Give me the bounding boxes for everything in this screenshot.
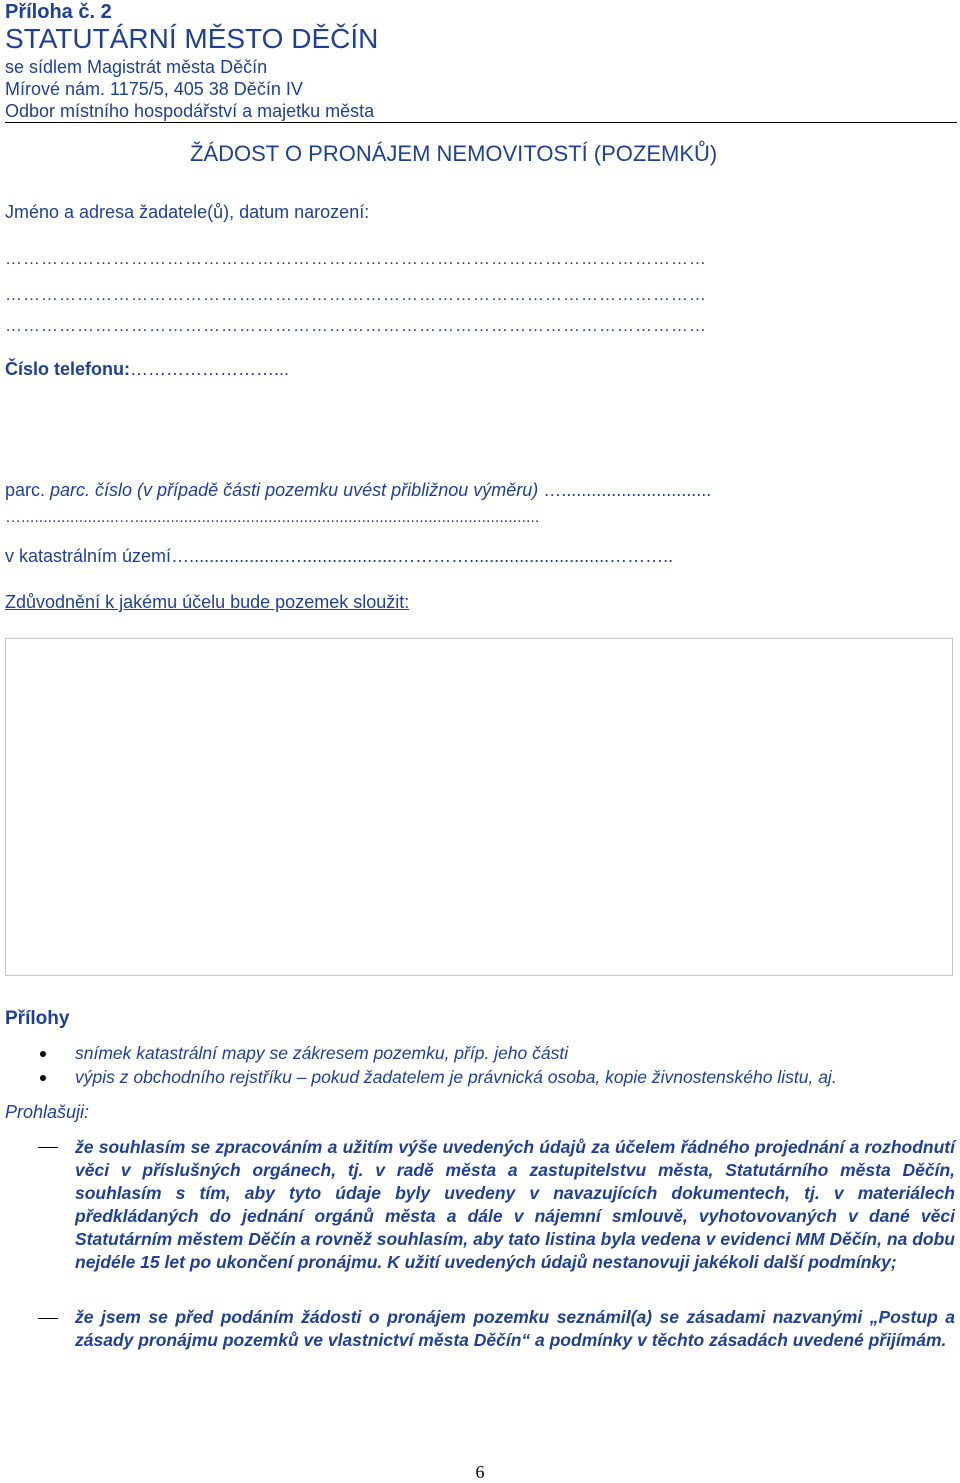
applicant-line-3[interactable]: ……………………………………………………………………………………………………… <box>5 316 707 335</box>
parcel-field[interactable] <box>5 479 711 501</box>
declaration-item-2: že jsem se před podáním žádosti o pronájem pozemku seznámil(a) se zásadami nazvanými „Postup a zásady pronájmu pozemků ve vlastnictví města Děčín“ a podmínky v těchto zásadách uvedené přijímám. <box>75 1307 955 1350</box>
phone-field[interactable] <box>5 358 289 380</box>
department-line: Odbor místního hospodářství a majetku města <box>5 101 375 121</box>
declaration-heading: Prohlašuji: <box>5 1102 90 1122</box>
address-line: Mírové nám. 1175/5, 405 38 Děčín IV <box>5 79 303 99</box>
bullet-icon <box>40 1075 46 1081</box>
cadastral-field[interactable] <box>5 545 673 567</box>
city-name: STATUTÁRNÍ MĚSTO DĚČÍN <box>5 23 379 54</box>
seat-line: se sídlem Magistrát města Děčín <box>5 57 268 77</box>
phone-label: Číslo telefonu: <box>5 359 130 379</box>
appendix-label: Příloha č. 2 <box>5 1 112 23</box>
header-divider <box>5 122 957 123</box>
cadastral-label: v katastrálním území <box>5 546 172 566</box>
dash-icon <box>38 1147 58 1148</box>
parcel-dots-1: ….............................. <box>538 480 712 500</box>
bullet-icon <box>40 1051 46 1057</box>
applicant-line-1[interactable]: ……………………………………………………………………………………………………… <box>5 249 707 268</box>
attachment-item-2: výpis z obchodního rejstříku – pokud žadatelem je právnická osoba, kopie živnostenského listu, aj. <box>75 1067 837 1087</box>
purpose-label: Zdůvodnění k jakému účelu bude pozemek sloužit: <box>5 592 410 612</box>
parcel-label-text: parc. číslo (v případě části pozemku uvést přibližnou výměru) <box>50 480 539 500</box>
attachment-item-1: snímek katastrální mapy se zákresem pozemku, příp. jeho části <box>75 1043 569 1063</box>
applicant-label: Jméno a adresa žadatele(ů), datum narození: <box>5 202 370 222</box>
page-number: 6 <box>475 1462 485 1482</box>
attachments-heading: Přílohy <box>5 1008 70 1029</box>
declaration-item-1: že souhlasím se zpracováním a užitím výše uvedených údajů za účelem řádného projednání a rozhodnutí věci v příslušných orgánech, tj. v radě města a zastupitelstvu města, Statutárního města Děčín, souhlasím s tím, aby tyto údaje byly uvedeny v navazujících dokumentech, tj. v materiálech předkládaných do jednání orgánů města a dále v nájemní smlouvě, vyhotovovaných v dané věci Statutárním městem Děčín a rovněž souhlasím, aby tato listina byla vedena v evidenci MM Děčín, na dobu nejdéle 15 let po ukončení pronájmu. K užití uvedených údajů nestanovuji jakékoli další podmínky; <box>75 1137 955 1272</box>
page-title: ŽÁDOST O PRONÁJEM NEMOVITOSTÍ (POZEMKŮ) <box>190 141 718 166</box>
dash-icon <box>38 1318 58 1319</box>
parcel-dots-2[interactable]: …......................…........................................................................................... <box>5 509 540 526</box>
applicant-line-2[interactable]: ……………………………………………………………………………………………………… <box>5 285 707 304</box>
parcel-label: parc. parc. číslo (v případě části pozemku uvést přibližnou výměru) <box>5 480 539 500</box>
phone-dots: ……………………... <box>130 359 290 379</box>
cadastral-dots: …...................…...................…………............................……….. <box>171 546 674 566</box>
purpose-textarea[interactable] <box>5 638 953 976</box>
